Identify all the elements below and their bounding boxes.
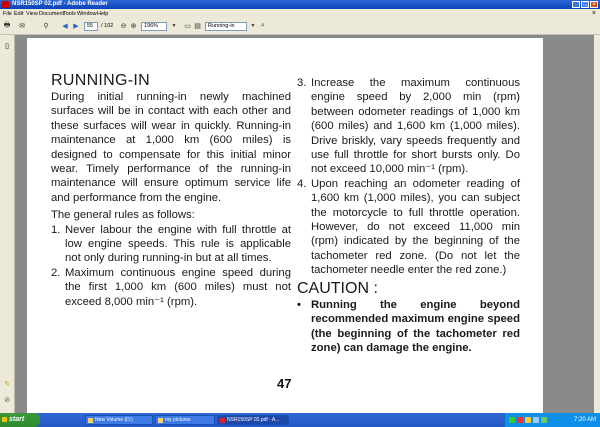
menu-tools[interactable]: Tools [63,11,76,17]
window-title: NSR150SP 02.pdf - Adobe Reader [12,1,108,7]
email-icon[interactable]: ✉ [19,23,25,30]
list-text: Increase the maximum continuous engine speed by 2,000 min (rpm) between odometer readings of 1,000 km (600 miles) and 1,600 km (1,000 miles). Drive briskly, vary speeds frequently and use full throttle for short bursts only. Do not exceed 10,000 min⁻¹ (rpm). [311,77,520,176]
menu-document[interactable]: Document [39,11,65,17]
pages-panel-icon[interactable]: ▯ [5,43,9,50]
task-label: New Volume (D:) [95,417,133,423]
list-item [51,223,291,266]
caution-item [297,298,520,356]
list-number: 3. [297,77,307,89]
close-document-icon[interactable]: × [591,10,596,17]
window-controls [572,1,598,8]
intro-paragraph: During initial running-in newly machined surfaces will be in contact with each other and these surfaces will wear in quickly. Running-in maintenance at 1,000 km (600 miles) is designed to compensate for this initial minor wear. Timely performance of the running-in maintenance will ensure optimum service life and performance from the engine. [51,91,291,204]
menu-view[interactable]: View [26,11,38,17]
list-text: Never labour the engine with full throttle at low engine speeds. This rule is applicable not only during running-in but at all times. [65,223,291,265]
menu-help[interactable]: Help [97,11,109,17]
taskbar-item-my-pictures[interactable] [155,415,215,425]
search-input[interactable]: Running-in [205,22,247,31]
menu-window[interactable]: Window [77,11,97,17]
list-item [297,76,520,177]
close-button[interactable]: × [590,1,598,8]
list-text: Upon reaching an odometer reading of 1,600 km (1,000 miles), you can subject the motorcycle to full throttle operation. However, do not exceed 11,000 min (rpm) indicated by the beginning of the tachometer red zone. (Do not let the tachometer needle enter the red zone.) [311,177,520,277]
rules-intro: The general rules as follows: [51,209,195,222]
task-label: my pictures [165,417,191,423]
section-heading: RUNNING-IN [51,72,150,89]
taskbar [0,413,600,427]
page-total: / 102 [101,23,114,29]
toolbar [0,19,600,35]
security-icon[interactable] [517,417,523,423]
start-label: start [9,416,25,423]
previous-page-icon[interactable]: ◀ [62,23,68,30]
list-text: Maximum continuous engine speed during the first 1,000 km (600 miles) must not exceed 8,000 min⁻¹ (rpm). [65,266,291,308]
network-icon[interactable] [509,417,515,423]
messenger-icon[interactable] [525,417,531,423]
minimize-button[interactable]: _ [572,1,580,8]
caution-heading: CAUTION : [297,279,378,297]
navigation-panel [0,35,15,413]
menu-file[interactable]: File [3,11,12,17]
update-icon[interactable] [541,417,547,423]
fit-width-icon[interactable]: ▤ [194,23,201,30]
next-page-icon[interactable]: ▶ [73,23,79,30]
document-viewport[interactable] [15,35,594,413]
adobe-reader-icon [2,1,9,8]
list-number: 4. [297,177,307,190]
menu-edit[interactable]: Edit [14,11,24,17]
right-column [297,76,520,355]
zoom-out-icon[interactable]: ⊖ [120,23,127,30]
bullet-icon: • [297,298,301,311]
find-icon[interactable]: ⚲ [43,23,49,30]
print-icon[interactable]: 🖶 [3,21,11,29]
title-bar [0,0,600,9]
search-dropdown-icon[interactable]: ▼ [250,23,256,29]
clock: 7:20 AM [573,417,596,423]
list-number: 2. [51,266,61,279]
list-item [51,266,291,309]
maximize-button[interactable]: □ [581,1,589,8]
folder-icon [158,418,163,423]
folder-icon [88,418,93,423]
caution-text: Running the engine beyond recommended maximum engine speed (the beginning of the tachometer red zone) can damage the engine. [311,298,520,354]
page-number-input[interactable]: 55 [84,22,98,31]
pdf-icon [220,418,225,423]
volume-icon[interactable] [533,417,539,423]
menu-bar [0,9,600,19]
page-number: 47 [277,376,292,391]
system-tray [504,413,600,427]
taskbar-item-new-volume[interactable] [85,415,153,425]
zoom-level-select[interactable]: 196% [141,22,167,31]
windows-logo-icon [2,417,7,422]
search-go-icon[interactable]: ⌕ [261,22,265,29]
vertical-scrollbar[interactable] [594,35,600,413]
zoom-in-icon[interactable]: ⊕ [130,23,137,30]
start-button[interactable] [0,413,40,427]
attachments-icon[interactable]: ✎ [4,381,10,388]
taskbar-item-adobe-reader[interactable] [217,415,289,425]
list-item [297,177,520,278]
left-column [51,72,291,309]
chevron-down-icon[interactable]: ▼ [171,23,177,29]
list-number: 1. [51,223,61,236]
fit-page-icon[interactable]: ▭ [184,23,191,30]
task-label: NSR150SP 02.pdf - A... [227,417,280,423]
layers-icon[interactable]: ⊘ [4,397,10,404]
pdf-page [27,38,543,413]
